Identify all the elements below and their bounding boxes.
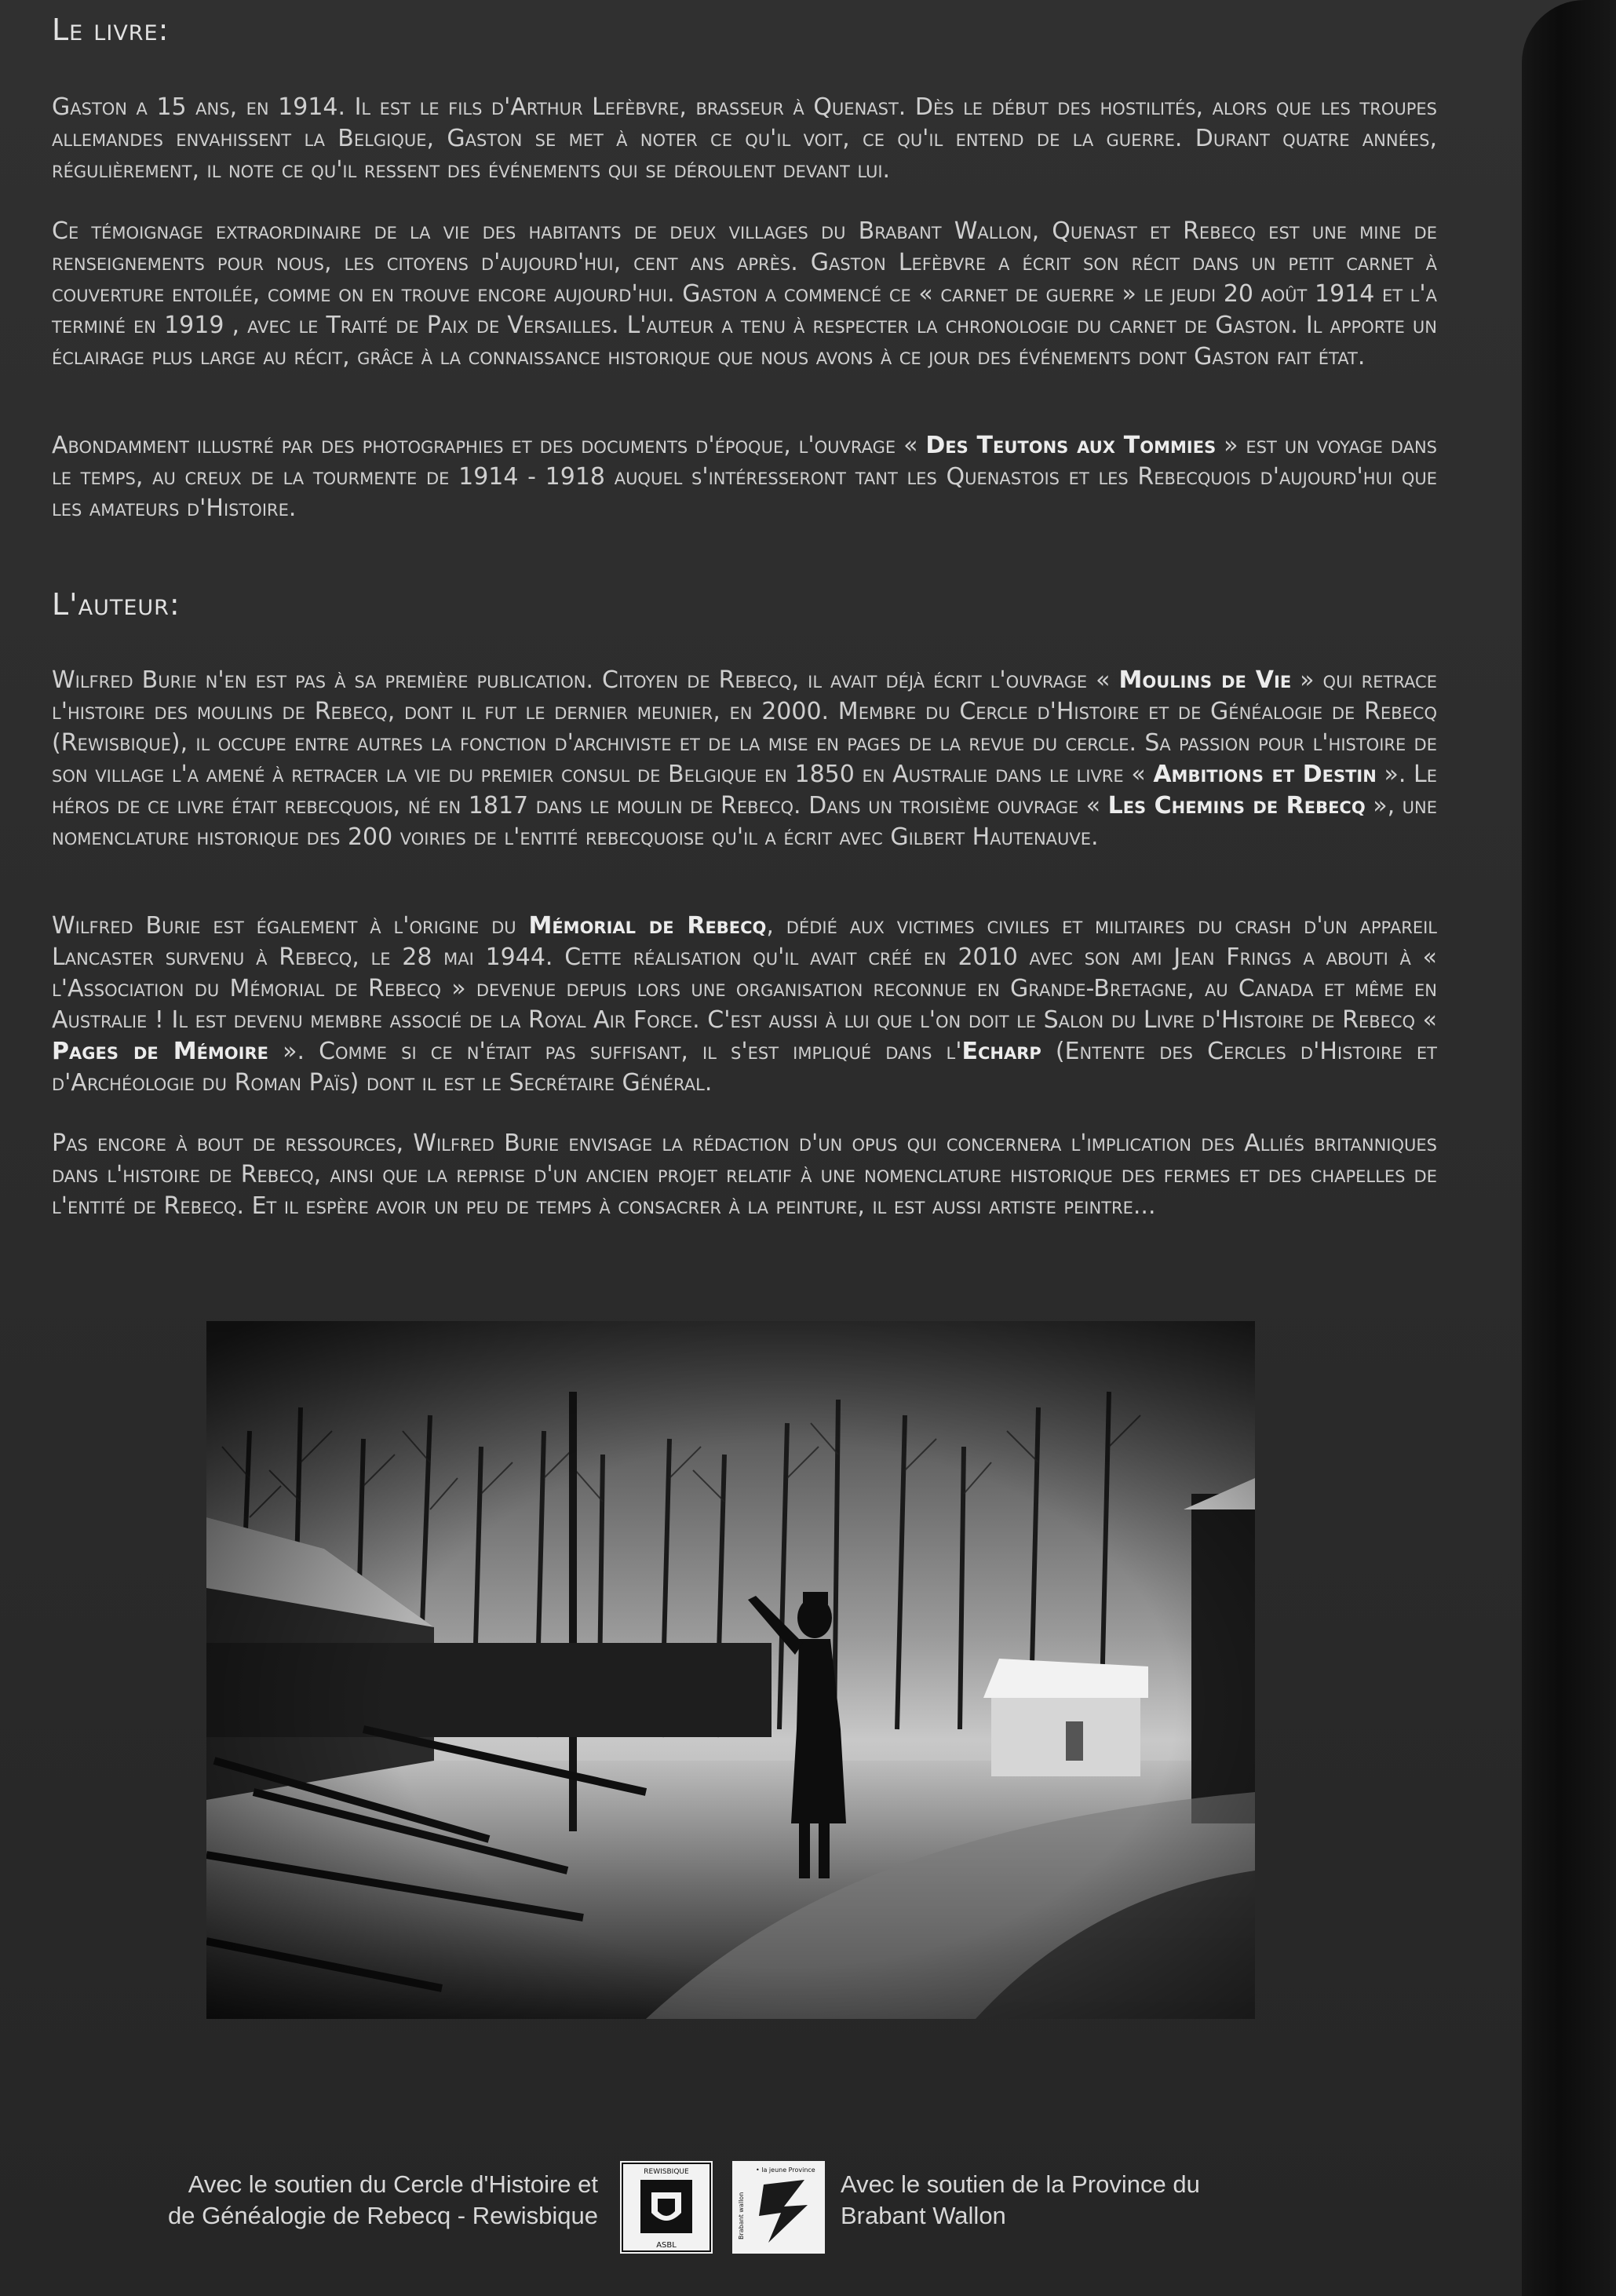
footer-support-rewisbique: Avec le soutien du Cercle d'Histoire et de Généalogie de Rebecq - Rewisbique [167, 2170, 598, 2229]
book-title-bold: Ambitions et Destin [1153, 761, 1377, 788]
logo-prov-side-text: Brabant wallon [738, 2192, 745, 2239]
logo-prov-top-text: • la jeune Province [756, 2166, 815, 2174]
book-title-bold: Des Teutons aux Tommies [925, 432, 1217, 459]
memorial-name-bold: Mémorial de Rebecq [528, 912, 767, 940]
section-heading-auteur: L'auteur: [52, 587, 181, 622]
book-title-bold: Les Chemins de Rebecq [1107, 792, 1366, 819]
auteur-paragraph-1: Wilfred Burie n'en est pas à sa première publication. Citoyen de Rebecq, il avait déjà écrit l'ouvrage « Moulins de Vie » qui retrace l'histoire des moulins de Rebecq, dont il fut le dernier meunier, en 2000. Membre du Cercle d'Histoire et de Généalogie de Rebecq (Rewisbique), il occupe entre autres la fonction d'archiviste et de la mise en pages de la revue du cercle. Sa passion pour l'histoire de son village l'a amené à retracer la vie du premier consul de Belgique en 1850 en Australie dans le livre « Ambitions et Destin ». Le héros de ce livre était rebecquois, né en 1817 dans le moulin de Rebecq. Dans un troisième ouvrage « Les Chemins de Rebecq », une nomenclature historique des 200 voiries de l'entité rebecquoise qu'il a écrit avec Gilbert Hautenauve. [52, 666, 1438, 851]
historic-photograph [206, 1321, 1255, 2019]
rewisbique-logo [620, 2161, 713, 2254]
section-heading-livre: Le livre: [52, 13, 170, 47]
book-title-bold: Moulins de Vie [1118, 666, 1292, 694]
province-logo [732, 2161, 825, 2254]
footer-support-province: Avec le soutien de la Province du Brabant Wallon [841, 2170, 1200, 2229]
salon-name-bold: Pages de Mémoire [52, 1038, 268, 1065]
coat-of-arms-icon [620, 2161, 713, 2254]
livre-paragraph-3: Abondamment illustré par des photographies et des documents d'époque, l'ouvrage « Des Teutons aux Tommies » est un voyage dans le temps, au creux de la tourmente de 1914 - 1918 auquel s'intéresseront tant les Quenastois et les Rebecquois d'aujourd'hui que les amateurs d'Histoire. [52, 432, 1437, 522]
logo-rewis-top-text: REWISBIQUE [644, 2168, 689, 2176]
auteur-paragraph-3: Pas encore à bout de ressources, Wilfred Burie envisage la rédaction d'un opus qui concernera l'implication des Alliés britanniques dans l'histoire de Rebecq, ainsi que la reprise d'un ancien projet relatif à une nomenclature historique des fermes et des chapelles de l'entité de Rebecq. Et il espère avoir un peu de temps à consacrer à la peinture, il est aussi artiste peintre... [52, 1130, 1437, 1220]
livre-paragraph-2: Ce témoignage extraordinaire de la vie des habitants de deux villages du Brabant Wallon, Quenast et Rebecq est une mine de renseignements pour nous, les citoyens d'aujourd'hui, cent ans après. Gaston Lefèbvre a écrit son récit dans un petit carnet à couverture entoilée, comme on en trouve encore aujourd'hui. Gaston a commencé ce « carnet de guerre » le jeudi 20 août 1914 et l'a terminé en 1919 , avec le Traité de Paix de Versailles. L'auteur a tenu à respecter la chronologie du carnet de Gaston. Il apporte un éclairage plus large au récit, grâce à la connaissance historique que nous avons à ce jour des événements dont Gaston fait état. [52, 217, 1437, 370]
province-brabant-wallon-icon [732, 2161, 825, 2254]
logo-rewis-bottom-text: ASBL [656, 2241, 677, 2250]
echarp-name-bold: Echarp [961, 1038, 1041, 1065]
auteur-paragraph-2: Wilfred Burie est également à l'origine du Mémorial de Rebecq, dédié aux victimes civiles et militaires du crash d'un appareil Lancaster survenu à Rebecq, le 28 mai 1944. Cette réalisation qu'il avait créé en 2010 avec son ami Jean Frings a abouti à « l'Association du Mémorial de Rebecq » devenue depuis lors une organisation reconnue en Grande-Bretagne, au Canada et même en Australie ! Il est devenu membre associé de la Royal Air Force. C'est aussi à lui que l'on doit le Salon du Livre d'Histoire de Rebecq « Pages de Mémoire ». Comme si ce n'était pas suffisant, il s'est impliqué dans l'Echarp (Entente des Cercles d'Histoire et d'Archéologie du Roman Païs) dont il est le Secrétaire Général. [52, 912, 1437, 1097]
book-spine [1522, 0, 1616, 2296]
livre-paragraph-1: Gaston a 15 ans, en 1914. Il est le fils d'Arthur Lefèbvre, brasseur à Quenast. Dès le début des hostilités, alors que les troupes allemandes envahissent la Belgique, Gaston se met à noter ce qu'il voit, ce qu'il entend de la guerre. Durant quatre années, régulièrement, il note ce qu'il ressent des événements qui se déroulent devant lui. [52, 93, 1437, 184]
